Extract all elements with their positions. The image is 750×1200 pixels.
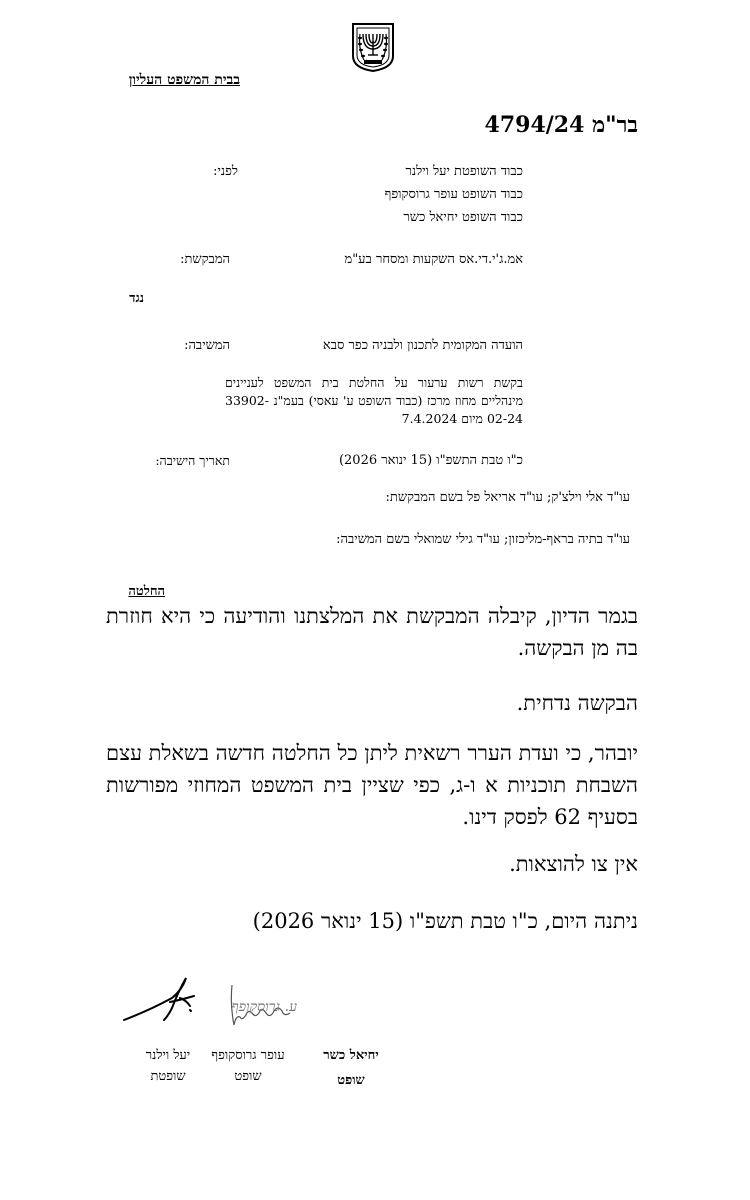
hearing-date: כ"ו טבת התשפ"ו (15 ינואר 2026): [338, 453, 523, 468]
hearing-date-label: תאריך הישיבה:: [155, 453, 230, 468]
panel-judge-2: כבוד השופט עופר גרוסקופף: [384, 187, 523, 202]
decision-paragraph: בגמר הדיון, קיבלה המבקשת את המלצתנו והודיעה כי היא חוזרת בה מן הבקשה.: [106, 604, 638, 660]
counsel-petitioner: עו"ד אלי וילצ'ק; עו"ד אריאל פל בשם המבקשת:: [385, 490, 630, 505]
signature-grosskopf-icon: [212, 975, 322, 1035]
request-description: בקשת רשות ערעור על החלטת בית המשפט לעניינים מינהליים מחוז מרכז (כבוד השופט ע' עאסי) בעמ"נ 33902-02-24 מיום 7.4.2024: [225, 375, 523, 426]
respondent-label: המשיבה:: [184, 338, 230, 353]
petitioner-label: המבקשת:: [180, 252, 230, 267]
signature-title: שופט: [337, 1073, 365, 1088]
signature-name: עופר גרוסקופף: [211, 1048, 285, 1063]
decision-paragraph: יובהר, כי ועדת הערר רשאית ליתן כל החלטה חדשה בשאלת עצם השבחת תוכניות א ו-ג, כפי שציין בית המשפט המחוזי מפורשות בסעיף 62 לפסק דינו.: [106, 741, 638, 829]
signature-title: שופטת: [150, 1069, 186, 1084]
signature-name: יעל וילנר: [145, 1048, 191, 1063]
before-label: לפני:: [213, 164, 238, 179]
counsel-respondent: עו"ד בתיה בראף-מליכזון; עו"ד גילי שמואלי בשם המשיבה:: [336, 532, 630, 547]
signature-grosskopf-text: ע. גרוסקופף: [231, 999, 297, 1015]
petitioner-name: אמ.ג'י.די.אס השקעות ומסחר בע"מ: [344, 252, 523, 267]
signature-title: שופט: [234, 1069, 262, 1084]
decision-title: החלטה: [128, 584, 165, 599]
emblem-caption: ישראל: [366, 59, 380, 65]
decision-paragraph: אין צו להוצאות.: [509, 852, 638, 876]
decision-paragraph: הבקשה נדחית.: [516, 691, 638, 715]
respondent-name: הועדה המקומית לתכנון ולבניה כפר סבא: [322, 338, 523, 353]
signature-wilner-icon: [120, 970, 200, 1030]
signature-name: יחיאל כשר: [323, 1048, 379, 1063]
panel-judge-3: כבוד השופט יחיאל כשר: [403, 210, 523, 225]
court-name: בבית המשפט העליון: [128, 72, 240, 88]
panel-judge-1: כבוד השופטת יעל וילנר: [405, 164, 523, 179]
given-date-paragraph: ניתנה היום, כ"ו טבת תשפ"ו (15 ינואר 2026): [252, 909, 638, 933]
against-label: נגד: [129, 291, 144, 306]
case-number: בר"מ 4794/24: [484, 112, 638, 138]
